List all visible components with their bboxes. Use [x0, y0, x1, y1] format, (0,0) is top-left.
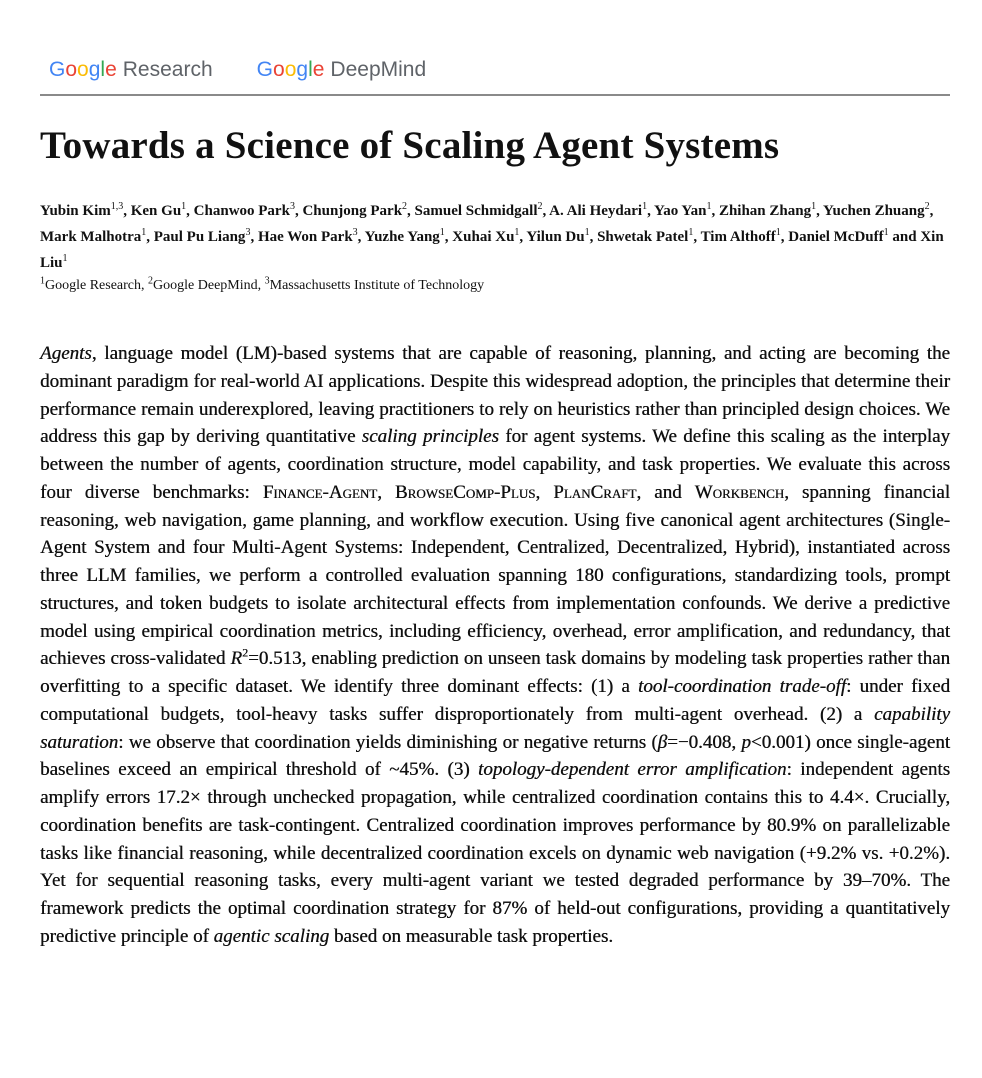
- abstract-segment: PlanCraft: [553, 481, 637, 503]
- google-deepmind-logo: [257, 56, 427, 84]
- abstract-segment: : under fixed computational budgets, tool-heavy tasks suffer disproportionately from multi-agent overhead. (2) a: [40, 676, 951, 725]
- abstract-segment: =0.513, enabling prediction on unseen task domains by modeling task properties rather than overfitting to a specific dataset. We identify three dominant effects: (1) a: [40, 648, 951, 697]
- author-affiliation-mark: 1: [706, 201, 712, 212]
- abstract-segment: Workbench: [694, 481, 785, 503]
- abstract: [40, 340, 950, 951]
- abstract-segment: , and: [636, 481, 695, 503]
- affiliation-number: 1: [40, 275, 45, 287]
- author-affiliation-mark: 1: [883, 227, 889, 238]
- author-affiliation-mark: 2: [402, 201, 408, 212]
- author-affiliation-mark: 1: [688, 227, 694, 238]
- author-affiliation-mark: 1: [584, 227, 590, 238]
- affiliation-number: 2: [148, 275, 154, 287]
- author-affiliation-mark: 2: [924, 201, 930, 212]
- author-affiliation-mark: 3: [289, 201, 295, 212]
- author-name: Samuel Schmidgall: [414, 203, 538, 219]
- affiliation-name: Massachusetts Institute of Technology: [269, 278, 485, 293]
- author-name: Daniel McDuff: [788, 229, 884, 245]
- google-wordmark: Google: [256, 58, 325, 81]
- author-affiliation-mark: 1: [642, 201, 648, 212]
- abstract-segment: topology-dependent error amplification: [477, 759, 787, 781]
- abstract-segment: BrowseComp-Plus: [394, 481, 536, 503]
- google-research-logo: [49, 56, 213, 84]
- abstract-segment: : independent agents amplify errors 17.2× through unchecked propagation, while centralized coordination contains this to 4.4×. Crucially, coordination benefits are task-contingent. Centralized coordination improves performance by 80.9% on parallelizable tasks like financial reasoning, while decentralized coordination excels on dynamic web navigation (+9.2% vs. +0.2%). Yet for sequential reasoning tasks, every multi-agent variant we tested degraded performance by 39–70%. The framework predicts the optimal coordination strategy for 87% of held-out configurations, providing a quantitatively predictive principle of: [40, 759, 950, 947]
- abstract-segment: p: [741, 731, 751, 753]
- author-name: Yubin Kim: [40, 203, 111, 219]
- author-name: Zhihan Zhang: [718, 203, 812, 219]
- affiliation-name: Google Research: [45, 278, 142, 293]
- abstract-segment: for agent systems. We define this scaling as the interplay between the number of agents, coordination structure, model capability, and task properties. We evaluate this across four diverse benchmarks:: [40, 426, 950, 503]
- abstract-segment: Agents: [40, 343, 92, 364]
- author-name: A. Ali Heydari: [549, 203, 643, 219]
- abstract-segment: capability saturation: [40, 703, 950, 753]
- author-affiliation-mark: 1: [514, 227, 520, 238]
- abstract-segment: ,: [377, 481, 395, 503]
- author-name: Xin Liu: [40, 229, 944, 271]
- logo-product: Research: [122, 58, 213, 81]
- author-affiliation-mark: 1: [181, 201, 187, 212]
- abstract-segment: ,: [535, 481, 554, 503]
- author-affiliation-mark: 1: [439, 227, 445, 238]
- abstract-segment: : we observe that coordination yields diminishing or negative returns (: [118, 731, 658, 753]
- author-list: Yubin Kim$^{1,3}$, Ken Gu$^1$, Chanwoo Park$^3$, Chunjong Park$^2$, Samuel Schmidgall$^2$, A. Ali Heydari$^1$, Yao Yan$^1$, Zhihan Zhang$^1$, Yuchen Zhuang$^2$, Mark Malhotra$^1$, Paul Pu Liang$^3$, Hae Won Park$^3$, Yuzhe Yang$^1$, Xuhai Xu$^1$, Yilun Du$^1$, Shwetak Patel$^1$, Tim Althoff$^1$, Daniel McDuff$^1$ and Xin Liu$^1$: [40, 201, 944, 271]
- abstract-segment: R: [230, 648, 243, 670]
- author-name: Tim Althoff: [700, 229, 776, 245]
- author-affiliation-mark: 1,3: [110, 201, 124, 212]
- author-name: Yilun Du: [526, 229, 585, 245]
- header-logos: [49, 56, 950, 84]
- author-affiliation-mark: 1: [62, 253, 68, 264]
- author-name: Yao Yan: [654, 203, 707, 219]
- abstract-segment: scaling principles: [361, 426, 499, 448]
- author-name: Hae Won Park: [257, 229, 353, 245]
- author-name: Xuhai Xu: [452, 229, 515, 245]
- author-affiliation-mark: 1: [775, 227, 781, 238]
- abstract-segment: <0.001) once single-agent baselines exceed an empirical threshold of ~45%. (3): [40, 731, 950, 781]
- abstract-segment: , language model (LM)-based systems that are capable of reasoning, planning, and acting are becoming the dominant paradigm for real-world AI applications. Despite this widespread adoption, the principles that determine their performance remain underexplored, leaving practitioners to rely on heuristics rather than principled design choices. We address this gap by deriving quantitative: [40, 343, 950, 448]
- author-affiliation-mark: 1: [811, 201, 817, 212]
- abstract-segment: 2: [242, 645, 249, 660]
- author-affiliation-mark: 2: [537, 201, 543, 212]
- abstract-segment: agentic scaling: [213, 925, 330, 947]
- paper-title: Towards a Science of Scaling Agent Systems: [40, 124, 780, 167]
- author-name: Ken Gu: [130, 203, 182, 219]
- author-name: Mark Malhotra: [40, 229, 142, 245]
- author-name: Yuzhe Yang: [364, 229, 440, 245]
- affiliations: $^1$Google Research, $^2$Google DeepMind, $^3$Massachusetts Institute of Technology: [40, 275, 485, 293]
- google-wordmark: Google: [49, 58, 117, 81]
- abstract-segment: Finance-Agent: [262, 481, 378, 503]
- affiliation-number: 3: [264, 275, 270, 287]
- author-affiliation-mark: 3: [352, 227, 358, 238]
- abstract-segment: , spanning financial reasoning, web navigation, game planning, and workflow execution. Using five canonical agent architectures (Single-Agent System and four Multi-Agent Systems: Independent, Centralized, Decentralized, Hybrid), instantiated across three LLM families, we perform a controlled evaluation spanning 180 configurations, standardizing tools, prompt structures, and token budgets to isolate architectural effects from implementation confounds. We derive a predictive model using empirical coordination metrics, including efficiency, overhead, error amplification, and redundancy, that achieves cross-validated: [40, 481, 950, 670]
- header-divider: [40, 94, 950, 96]
- abstract-segment: β: [657, 731, 668, 753]
- abstract-segment: =−0.408,: [667, 731, 742, 753]
- abstract-segment: based on measurable task properties.: [329, 925, 613, 947]
- author-affiliation-mark: 3: [245, 227, 251, 238]
- author-affiliation-mark: 1: [141, 227, 147, 238]
- author-name: Yuchen Zhuang: [823, 203, 925, 219]
- author-name: Paul Pu Liang: [153, 229, 246, 245]
- author-name: Chanwoo Park: [193, 203, 290, 219]
- author-name: Shwetak Patel: [597, 229, 689, 245]
- author-name: Chunjong Park: [302, 203, 403, 219]
- affiliation-name: Google DeepMind: [153, 278, 258, 293]
- abstract-segment: tool-coordination trade-off: [637, 676, 847, 697]
- logo-product: DeepMind: [330, 58, 427, 81]
